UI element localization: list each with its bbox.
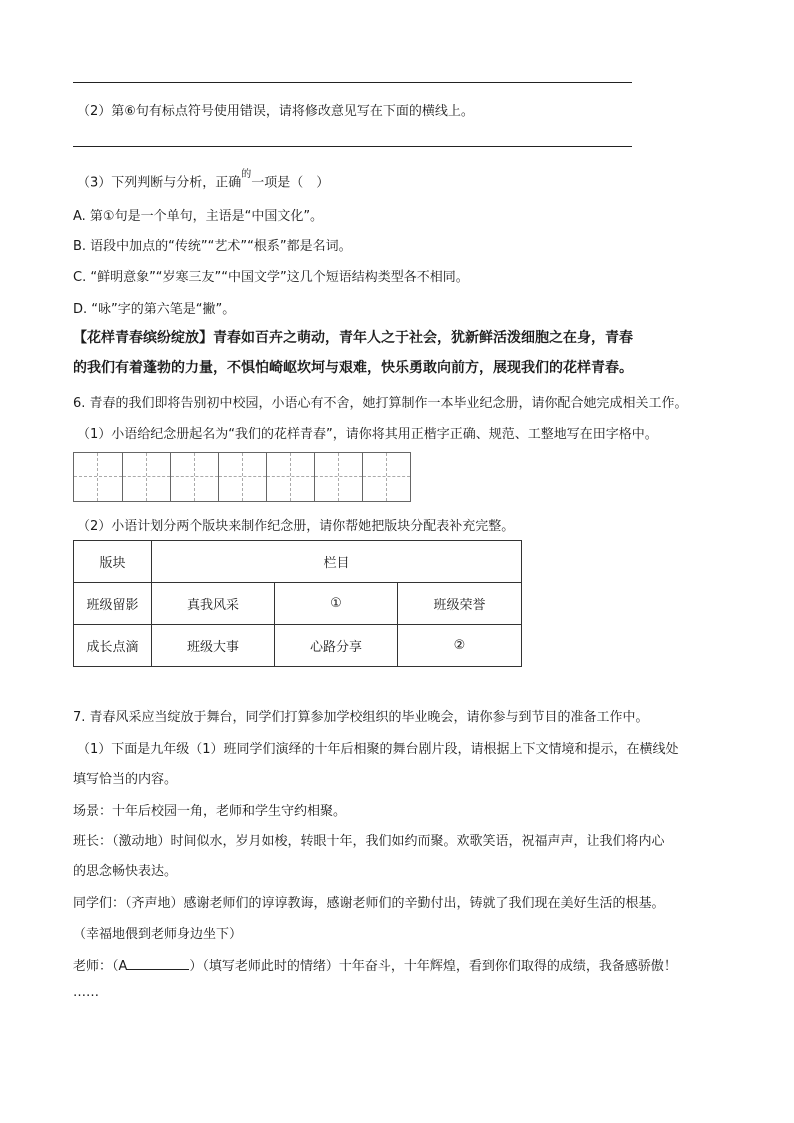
stage-direction: （幸福地偎到老师身边坐下）: [73, 927, 243, 942]
section-intro-line-1: 【花样青春缤纷绽放】青春如百卉之萌动，青年人之于社会，犹新鲜活泼细胞之在身，青春: [73, 330, 633, 346]
q7-stem: 7. 青春风采应当绽放于舞台，同学们打算参加学校组织的毕业晚会，请你参与到节目的准备工作中。: [73, 710, 649, 725]
teacher-suffix: ）（填写老师此时的情绪）十年奋斗，十年辉煌，看到你们取得的成绩，我备感骄傲！: [189, 959, 677, 974]
table-cell: 班级留影: [74, 583, 152, 625]
classmates-line: 同学们：（齐声地）感谢老师们的谆谆教诲，感谢老师们的辛勤付出，铸就了我们现在美好生活的根基。: [73, 896, 665, 911]
table-header-cell: 栏目: [152, 541, 522, 583]
answer-line-1: [73, 82, 632, 83]
table-cell: 班级荣誉: [398, 583, 522, 625]
answer-line-2: [73, 146, 632, 147]
tianzige-cell[interactable]: [362, 453, 410, 501]
table-cell: ①: [275, 583, 398, 625]
q5-sub2: （2）第⑥句有标点符号使用错误，请将修改意见写在下面的横线上。: [77, 104, 474, 119]
table-cell: 班级大事: [152, 625, 275, 667]
monitor-line-1: 班长：（激动地）时间似水，岁月如梭，转眼十年，我们如约而聚。欢歌笑语，祝福声声，让我们将内心: [73, 834, 665, 849]
blank-a[interactable]: [127, 957, 189, 970]
table-row: [74, 541, 522, 583]
q5-sub3-prefix: （3）下列判断与分析，正确: [77, 175, 242, 191]
table-row: [74, 625, 522, 667]
tianzige-cell[interactable]: [218, 453, 266, 501]
q7-sub1-line-1: （1）下面是九年级（1）班同学们演绎的十年后相聚的舞台剧片段，请根据上下文情境和提示，在横线处: [77, 742, 679, 757]
tianzige-cell[interactable]: [170, 453, 218, 501]
q7-sub1-line-2: 填写恰当的内容。: [73, 772, 178, 787]
option-d: D. “咏”字的第六笔是“撇”。: [73, 302, 236, 317]
table-row: [74, 583, 522, 625]
tianzige-cell[interactable]: [266, 453, 314, 501]
tianzige-cell[interactable]: [122, 453, 170, 501]
q6-sub1: （1）小语给纪念册起名为“我们的花样青春”，请你将其用正楷字正确、规范、工整地写在田字格中。: [77, 427, 658, 442]
option-a: A. 第①句是一个单句，主语是“中国文化”。: [73, 209, 324, 224]
option-b: B. 语段中加点的“传统”“艺术”“根系”都是名词。: [73, 239, 352, 254]
table-cell: 心路分享: [275, 625, 398, 667]
monitor-line-2: 的思念畅快表达。: [73, 864, 178, 879]
section-allocation-table: [73, 540, 522, 667]
tianzige-cell[interactable]: [314, 453, 362, 501]
section-intro-line-2: 的我们有着蓬勃的力量，不惧怕崎岖坎坷与艰难，快乐勇敢向前方，展现我们的花样青春。: [73, 360, 633, 376]
teacher-prefix: 老师：（A: [73, 959, 128, 974]
table-header-cell: 版块: [74, 541, 152, 583]
table-cell: 成长点滴: [74, 625, 152, 667]
scene-text: 场景：十年后校园一角，老师和学生守约相聚。: [73, 804, 347, 819]
q6-stem: 6. 青春的我们即将告别初中校园，小语心有不舍，她打算制作一本毕业纪念册，请你配合她完成相关工作。: [73, 396, 688, 411]
ellipsis-text: ……: [73, 985, 99, 1000]
q5-sub3-suffix: 一项是（ ）: [251, 175, 330, 191]
teacher-line: [73, 955, 677, 974]
table-cell: ②: [398, 625, 522, 667]
tianzige-grid[interactable]: [73, 452, 411, 502]
q5-sub3: [77, 169, 329, 190]
table-cell: 真我风采: [152, 583, 275, 625]
option-c: C. “鲜明意象”“岁寒三友”“中国文学”这几个短语结构类型各不相同。: [73, 270, 469, 285]
tianzige-cell[interactable]: [74, 453, 122, 501]
q5-sub3-small: 的: [241, 169, 252, 180]
q6-sub2: （2）小语计划分两个版块来制作纪念册，请你帮她把版块分配表补充完整。: [77, 519, 515, 534]
